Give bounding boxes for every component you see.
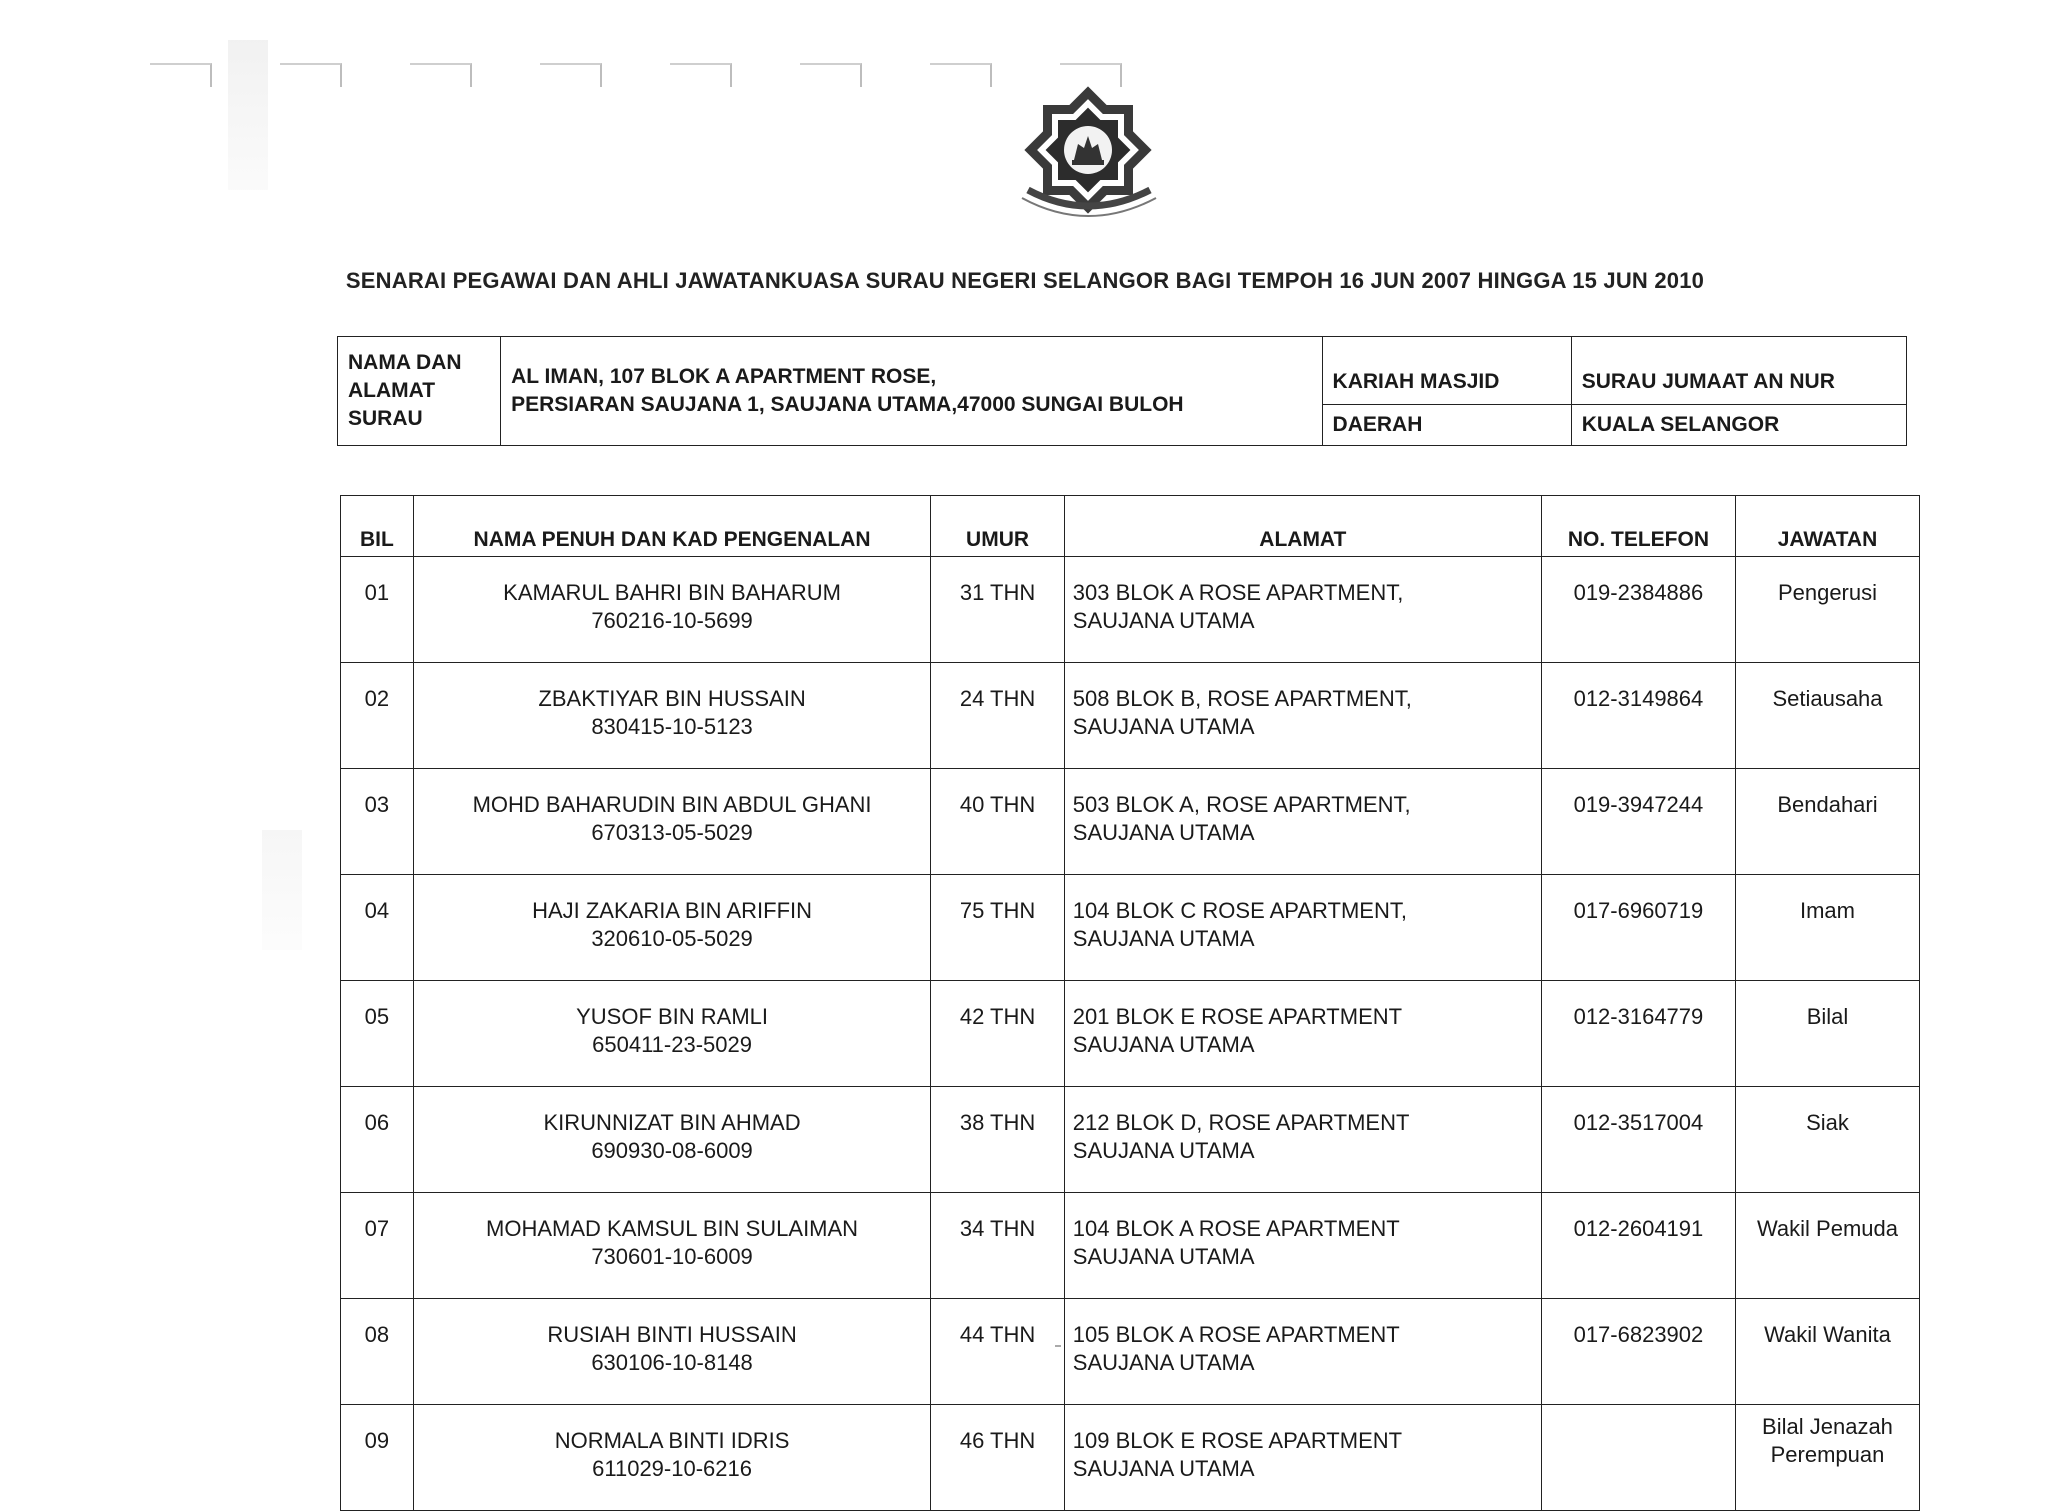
address-line1: 503 BLOK A, ROSE APARTMENT, <box>1072 792 1411 817</box>
cell-telefon: 012-3164779 <box>1541 981 1735 1087</box>
kariah-label: KARIAH MASJID <box>1322 337 1571 405</box>
member-name: YUSOF BIN RAMLI <box>576 1004 769 1029</box>
table-row <box>341 981 1920 1087</box>
member-name: ZBAKTIYAR BIN HUSSAIN <box>538 686 806 711</box>
cell-telefon: 019-3947244 <box>1541 769 1735 875</box>
cell-bil: 03 <box>341 769 414 875</box>
cell-jawatan: Bilal Jenazah Perempuan <box>1735 1405 1919 1511</box>
table-row <box>341 1405 1920 1511</box>
table-row <box>341 663 1920 769</box>
member-name: KAMARUL BAHRI BIN BAHARUM <box>503 580 841 605</box>
tick-mark <box>670 63 732 87</box>
member-ic: 320610-05-5029 <box>591 926 753 951</box>
address-line2: SAUJANA UTAMA <box>1072 1244 1255 1269</box>
cell-bil: 08 <box>341 1299 414 1405</box>
cell-bil: 01 <box>341 557 414 663</box>
scan-dot <box>1055 1345 1061 1347</box>
cell-alamat <box>1064 981 1541 1087</box>
cell-umur: 31 THN <box>931 557 1064 663</box>
member-name: RUSIAH BINTI HUSSAIN <box>547 1322 797 1347</box>
address-line2: SAUJANA UTAMA <box>1072 1138 1255 1163</box>
address-line1: 212 BLOK D, ROSE APARTMENT <box>1072 1110 1410 1135</box>
table-row <box>341 1193 1920 1299</box>
cell-bil: 02 <box>341 663 414 769</box>
cell-umur: 46 THN <box>931 1405 1064 1511</box>
member-ic: 670313-05-5029 <box>591 820 753 845</box>
mais-logo <box>1000 72 1175 227</box>
cell-jawatan: Siak <box>1735 1087 1919 1193</box>
header-bil: BIL <box>341 496 414 557</box>
cell-telefon: 019-2384886 <box>1541 557 1735 663</box>
cell-nama <box>413 663 931 769</box>
cell-telefon: 012-3149864 <box>1541 663 1735 769</box>
tick-mark <box>410 63 472 87</box>
member-name: MOHAMAD KAMSUL BIN SULAIMAN <box>486 1216 859 1241</box>
member-name: NORMALA BINTI IDRIS <box>554 1428 790 1453</box>
cell-bil: 05 <box>341 981 414 1087</box>
cell-alamat <box>1064 663 1541 769</box>
tick-mark <box>280 63 342 87</box>
daerah-value: KUALA SELANGOR <box>1571 405 1906 446</box>
address-line1: 508 BLOK B, ROSE APARTMENT, <box>1072 686 1412 711</box>
tick-mark <box>930 63 992 87</box>
member-name: KIRUNNIZAT BIN AHMAD <box>543 1110 801 1135</box>
cell-jawatan: Pengerusi <box>1735 557 1919 663</box>
cell-telefon: 012-3517004 <box>1541 1087 1735 1193</box>
cell-jawatan: Setiausaha <box>1735 663 1919 769</box>
cell-umur: 42 THN <box>931 981 1064 1087</box>
cell-alamat <box>1064 769 1541 875</box>
cell-alamat <box>1064 875 1541 981</box>
tick-mark <box>540 63 602 87</box>
cell-jawatan: Wakil Pemuda <box>1735 1193 1919 1299</box>
cell-alamat <box>1064 1405 1541 1511</box>
cell-alamat <box>1064 1193 1541 1299</box>
table-row <box>341 1087 1920 1193</box>
cell-bil: 06 <box>341 1087 414 1193</box>
table-row <box>341 1299 1920 1405</box>
cell-telefon: 012-2604191 <box>1541 1193 1735 1299</box>
member-ic: 611029-10-6216 <box>592 1456 752 1481</box>
cell-jawatan: Imam <box>1735 875 1919 981</box>
cell-alamat <box>1064 1087 1541 1193</box>
cell-jawatan: Bendahari <box>1735 769 1919 875</box>
cell-umur: 24 THN <box>931 663 1064 769</box>
cell-bil: 09 <box>341 1405 414 1511</box>
member-name: HAJI ZAKARIA BIN ARIFFIN <box>532 898 813 923</box>
cell-nama <box>413 875 931 981</box>
cell-umur: 75 THN <box>931 875 1064 981</box>
surau-label-cell: NAMA DAN ALAMAT SURAU <box>338 337 501 446</box>
tick-mark <box>800 63 862 87</box>
daerah-label: DAERAH <box>1322 405 1571 446</box>
cell-nama <box>413 981 931 1087</box>
member-ic: 630106-10-8148 <box>591 1350 753 1375</box>
surau-info-table <box>337 336 1907 446</box>
cell-nama <box>413 1299 931 1405</box>
tick-mark <box>150 63 212 87</box>
cell-bil: 04 <box>341 875 414 981</box>
address-line1: 109 BLOK E ROSE APARTMENT <box>1072 1428 1403 1453</box>
cell-bil: 07 <box>341 1193 414 1299</box>
cell-umur: 34 THN <box>931 1193 1064 1299</box>
address-line1: 201 BLOK E ROSE APARTMENT <box>1072 1004 1403 1029</box>
cell-alamat <box>1064 557 1541 663</box>
member-ic: 690930-08-6009 <box>591 1138 753 1163</box>
document-title: SENARAI PEGAWAI DAN AHLI JAWATANKUASA SURAU NEGERI SELANGOR BAGI TEMPOH 16 JUN 2007 HINGGA 15 JUN 2010 <box>345 268 1705 293</box>
header-jawatan: JAWATAN <box>1735 496 1919 557</box>
address-line2: SAUJANA UTAMA <box>1072 1456 1255 1481</box>
scan-smudge <box>262 830 302 950</box>
member-ic: 650411-23-5029 <box>592 1032 752 1057</box>
header-umur: UMUR <box>931 496 1064 557</box>
cell-nama <box>413 769 931 875</box>
member-ic: 830415-10-5123 <box>591 714 753 739</box>
member-ic: 730601-10-6009 <box>591 1244 753 1269</box>
header-nama: NAMA PENUH DAN KAD PENGENALAN <box>413 496 931 557</box>
member-ic: 760216-10-5699 <box>591 608 753 633</box>
surau-address-line2: PERSIARAN SAUJANA 1, SAUJANA UTAMA,47000 SUNGAI BULOH <box>511 393 1184 416</box>
address-line1: 303 BLOK A ROSE APARTMENT, <box>1072 580 1404 605</box>
cell-umur: 40 THN <box>931 769 1064 875</box>
cell-umur: 38 THN <box>931 1087 1064 1193</box>
address-line1: 105 BLOK A ROSE APARTMENT <box>1072 1322 1400 1347</box>
cell-jawatan: Bilal <box>1735 981 1919 1087</box>
table-row <box>341 557 1920 663</box>
cell-nama <box>413 1193 931 1299</box>
address-line2: SAUJANA UTAMA <box>1072 608 1255 633</box>
cell-alamat <box>1064 1299 1541 1405</box>
cell-umur: 44 THN <box>931 1299 1064 1405</box>
header-telefon: NO. TELEFON <box>1541 496 1735 557</box>
cell-telefon <box>1541 1405 1735 1511</box>
address-line2: SAUJANA UTAMA <box>1072 1350 1255 1375</box>
kariah-value: SURAU JUMAAT AN NUR <box>1571 337 1906 405</box>
address-line2: SAUJANA UTAMA <box>1072 926 1255 951</box>
surau-address-cell <box>501 337 1322 446</box>
table-row <box>341 875 1920 981</box>
address-line1: 104 BLOK A ROSE APARTMENT <box>1072 1216 1400 1241</box>
cell-nama <box>413 1405 931 1511</box>
table-row <box>341 769 1920 875</box>
mais-emblem-icon <box>1000 72 1175 227</box>
table-header-row <box>341 496 1920 557</box>
address-line2: SAUJANA UTAMA <box>1072 1032 1255 1057</box>
cell-nama <box>413 557 931 663</box>
address-line2: SAUJANA UTAMA <box>1072 820 1255 845</box>
header-alamat: ALAMAT <box>1064 496 1541 557</box>
address-line1: 104 BLOK C ROSE APARTMENT, <box>1072 898 1407 923</box>
committee-members-table <box>340 495 1920 1511</box>
member-name: MOHD BAHARUDIN BIN ABDUL GHANI <box>472 792 872 817</box>
address-line2: SAUJANA UTAMA <box>1072 714 1255 739</box>
cell-nama <box>413 1087 931 1193</box>
cell-telefon: 017-6960719 <box>1541 875 1735 981</box>
surau-address-line1: AL IMAN, 107 BLOK A APARTMENT ROSE, <box>511 365 937 388</box>
cell-telefon: 017-6823902 <box>1541 1299 1735 1405</box>
cell-jawatan: Wakil Wanita <box>1735 1299 1919 1405</box>
